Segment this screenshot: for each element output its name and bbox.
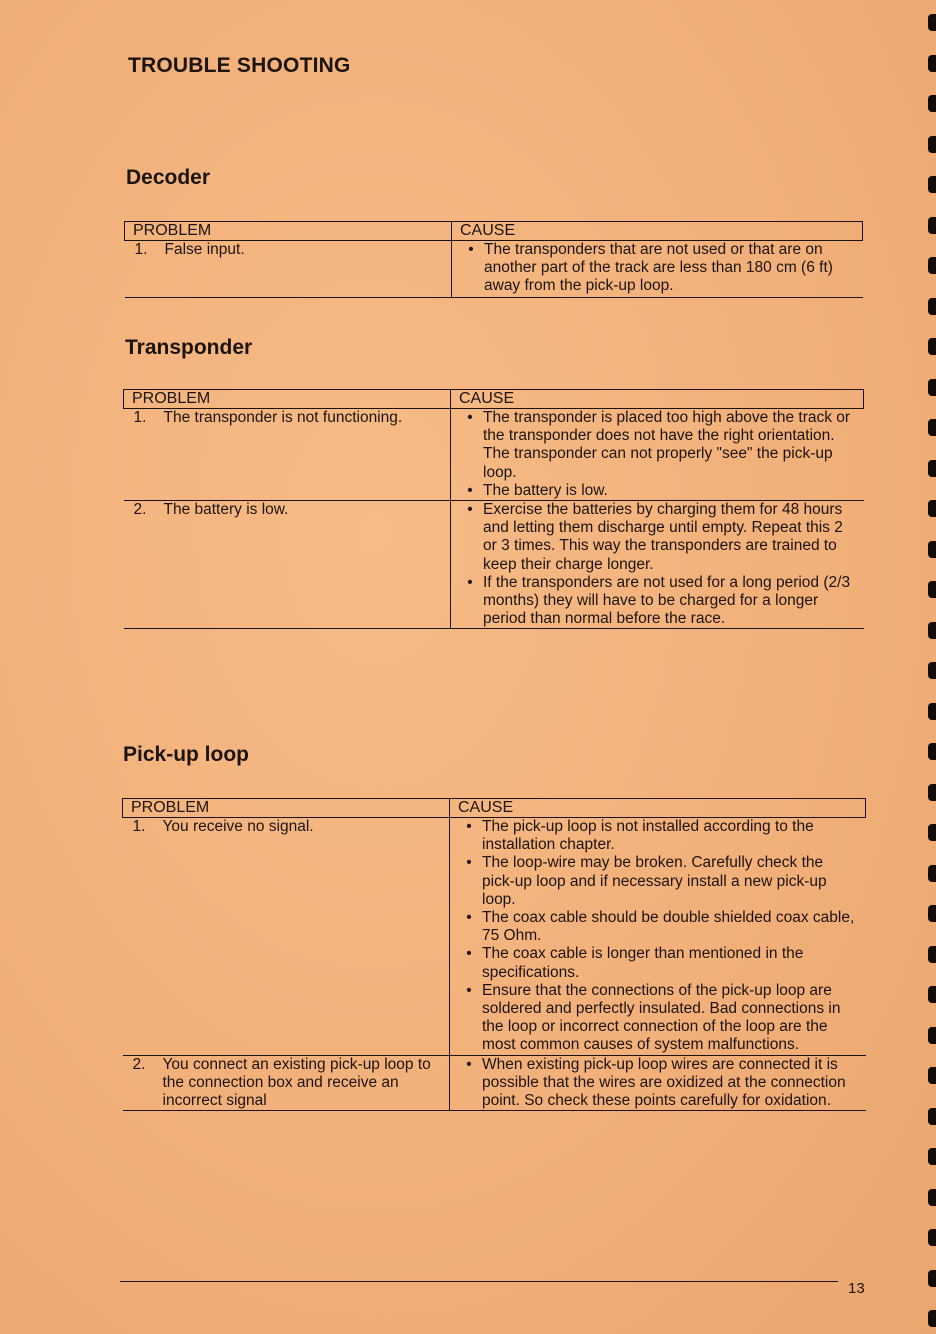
binding-hole — [928, 136, 936, 153]
binding-hole — [928, 1310, 936, 1327]
binding-hole — [928, 1108, 936, 1125]
binding-hole — [928, 14, 936, 31]
binding-hole — [928, 55, 936, 72]
problem-text: False input. — [164, 241, 245, 258]
pickup-loop-table — [122, 798, 866, 1111]
section-title-pickup-loop: Pick-up loop — [123, 743, 249, 766]
problem-number: 1. — [133, 409, 147, 426]
binding-hole — [928, 379, 936, 396]
binding-hole — [928, 622, 936, 639]
cause-header: CAUSE — [452, 222, 863, 241]
bullet-icon: • — [468, 241, 474, 258]
bullet-icon: • — [466, 909, 472, 927]
cause-item: • The transponders that are not used or that are on another part of the track are less than 180 cm (6 ft) away from the pick-up loop. — [458, 241, 857, 296]
cause-item: • If the transponders are not used for a long period (2/3 months) they will have to be charged for a longer period than normal before the race. — [457, 574, 858, 629]
problem-number: 2. — [133, 501, 147, 519]
table-header-row — [123, 799, 866, 818]
binding-hole — [928, 176, 936, 193]
bullet-icon: • — [466, 1055, 472, 1073]
bullet-icon: • — [467, 481, 473, 499]
binding-hole — [928, 581, 936, 598]
table-header-row — [124, 390, 864, 409]
table-row — [123, 818, 866, 1056]
cause-item: • The battery is low. — [457, 482, 858, 500]
problem-number: 1. — [132, 818, 146, 835]
bullet-icon: • — [467, 573, 473, 591]
problem-cell — [124, 501, 451, 629]
cause-item: • The loop-wire may be broken. Carefully check the pick-up loop and if necessary install a new pick-up loop. — [456, 854, 860, 909]
binding-hole — [928, 743, 936, 760]
problem-text: The battery is low. — [163, 501, 289, 519]
binding-hole — [928, 460, 936, 477]
cause-cell — [451, 501, 864, 629]
cause-cell — [451, 409, 864, 501]
bullet-icon: • — [466, 818, 472, 835]
problem-text: The transponder is not functioning. — [163, 409, 403, 426]
cause-item: • Ensure that the connections of the pick-up loop are soldered and perfectly insulated. Bad connections in the loop or incorrect connection of the loop are the most common causes of system malfunctions. — [456, 982, 860, 1055]
page-title: TROUBLE SHOOTING — [128, 54, 351, 77]
section-title-decoder: Decoder — [126, 166, 211, 189]
bullet-icon: • — [466, 981, 472, 999]
binding-hole — [928, 338, 936, 355]
binding-hole — [928, 986, 936, 1003]
binding-hole — [928, 95, 936, 112]
binding-hole — [928, 1270, 936, 1287]
page-number: 13 — [848, 1280, 865, 1297]
table-header-row — [125, 222, 863, 241]
spiral-binding — [922, 0, 936, 1334]
binding-hole — [928, 1027, 936, 1044]
problem-number: 2. — [132, 1055, 146, 1073]
cause-item: • The coax cable should be double shielded coax cable, 75 Ohm. — [456, 909, 860, 945]
binding-hole — [928, 824, 936, 841]
problem-text: You connect an existing pick-up loop to the connection box and receive an incorrect signal — [162, 1055, 431, 1110]
table-row — [125, 241, 863, 298]
cause-item: • Exercise the batteries by charging them for 48 hours and letting them discharge until empty. Repeat this 2 or 3 times. This way the transponders are trained to keep their charge longer. — [457, 501, 858, 574]
section-title-transponder: Transponder — [125, 336, 253, 359]
bullet-icon: • — [466, 945, 472, 963]
binding-hole — [928, 1189, 936, 1206]
binding-hole — [928, 217, 936, 234]
problem-number: 1. — [134, 241, 148, 258]
binding-hole — [928, 1148, 936, 1165]
problem-text: You receive no signal. — [162, 818, 314, 835]
binding-hole — [928, 1229, 936, 1246]
decoder-table — [124, 221, 863, 298]
binding-hole — [928, 905, 936, 922]
cause-item: • The coax cable is longer than mentioned in the specifications. — [456, 945, 860, 981]
binding-hole — [928, 500, 936, 517]
problem-cell — [124, 409, 451, 501]
bullet-icon: • — [467, 501, 473, 519]
binding-hole — [928, 298, 936, 315]
binding-hole — [928, 946, 936, 963]
bullet-icon: • — [467, 409, 473, 426]
footer-rule — [120, 1281, 838, 1282]
bullet-icon: • — [466, 854, 472, 872]
table-row — [124, 501, 864, 629]
cause-cell — [450, 818, 866, 1056]
table-row — [123, 1055, 866, 1111]
cause-item: • When existing pick-up loop wires are connected it is possible that the wires are oxidized at the connection point. So check these points carefully for oxidation. — [456, 1056, 860, 1111]
binding-hole — [928, 784, 936, 801]
cause-cell — [452, 241, 863, 298]
problem-cell — [123, 1055, 450, 1111]
binding-hole — [928, 541, 936, 558]
cause-item: • The pick-up loop is not installed according to the installation chapter. — [456, 818, 860, 854]
problem-header: PROBLEM — [125, 222, 452, 241]
binding-hole — [928, 865, 936, 882]
transponder-table — [123, 389, 864, 629]
cause-item: • The transponder is placed too high above the track or the transponder does not have the right orientation. The transponder can not properly "see" the pick-up loop. — [457, 409, 858, 482]
binding-hole — [928, 419, 936, 436]
problem-cell — [123, 818, 450, 1056]
binding-hole — [928, 703, 936, 720]
binding-hole — [928, 662, 936, 679]
binding-hole — [928, 1067, 936, 1084]
cause-cell — [450, 1055, 866, 1111]
table-row — [124, 409, 864, 501]
problem-header: PROBLEM — [123, 799, 450, 818]
cause-header: CAUSE — [450, 799, 866, 818]
binding-hole — [928, 257, 936, 274]
problem-header: PROBLEM — [124, 390, 451, 409]
cause-header: CAUSE — [451, 390, 864, 409]
problem-cell — [125, 241, 452, 298]
